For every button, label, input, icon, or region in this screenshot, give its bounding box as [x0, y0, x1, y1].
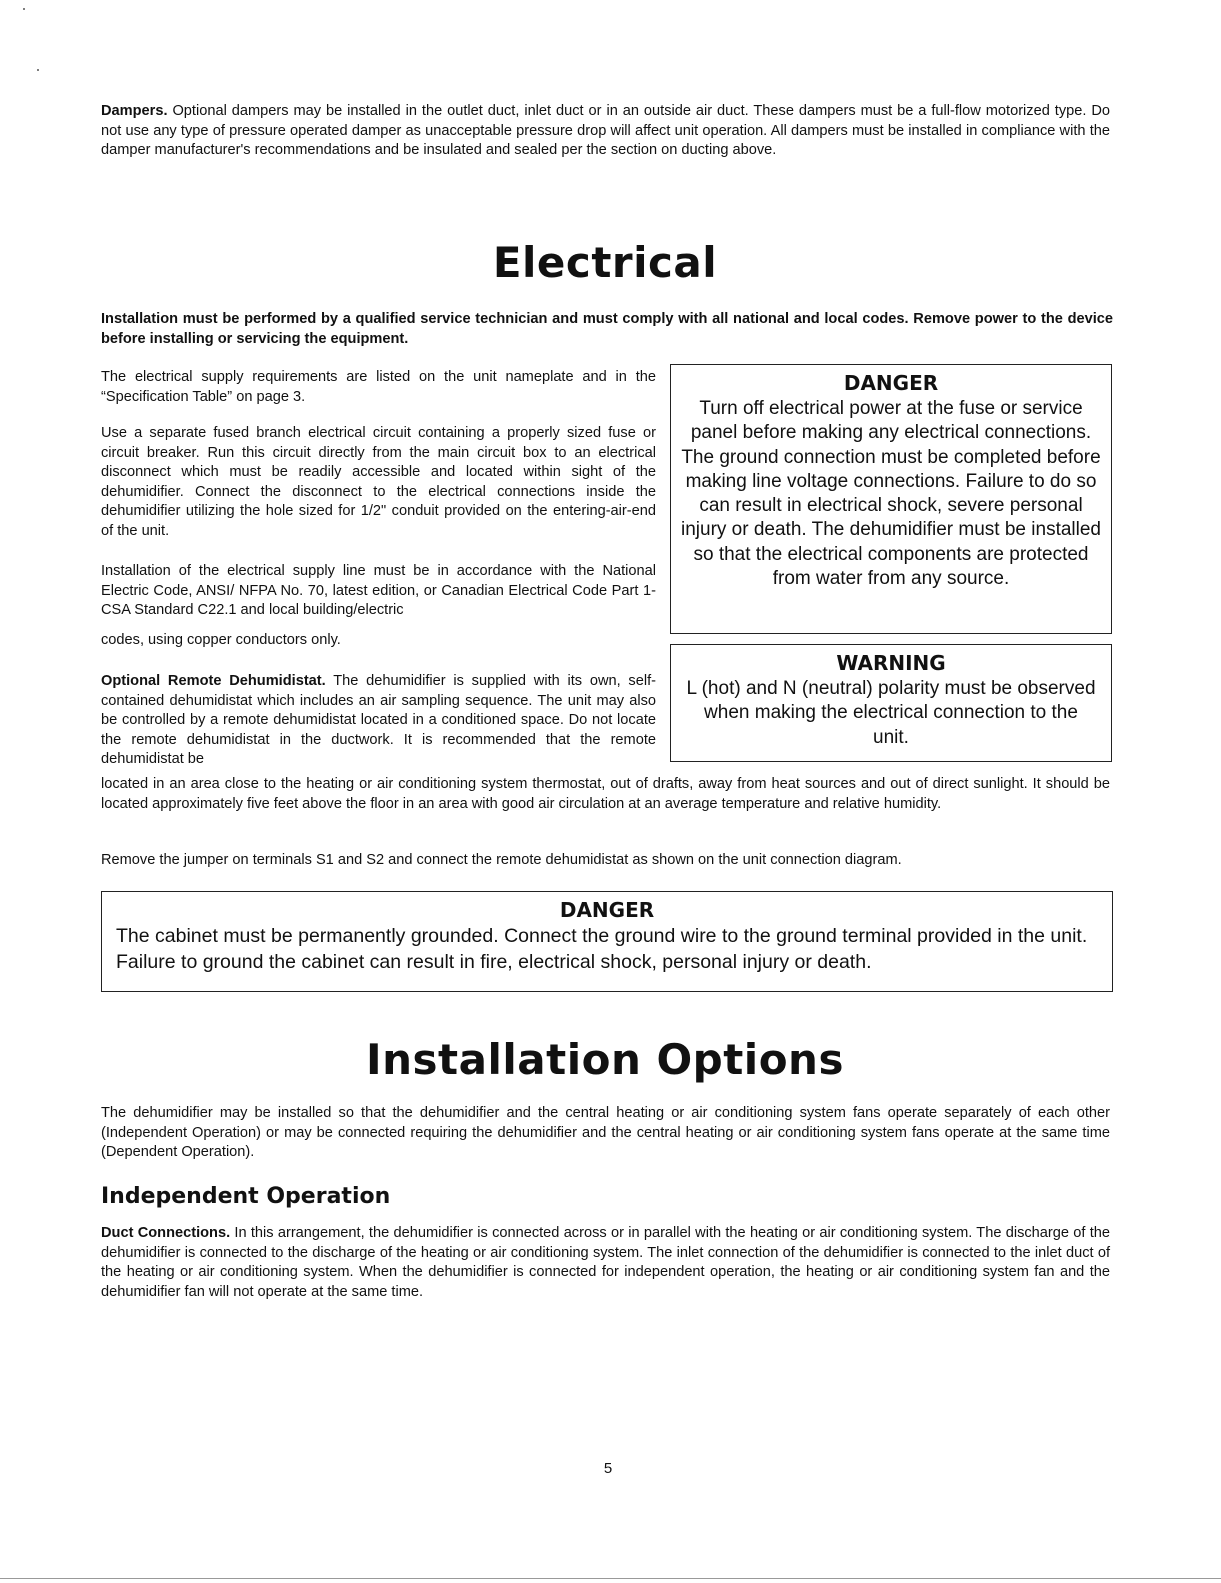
danger-box-body: Turn off electrical power at the fuse or service panel before making any electrical connections. The ground connection must be completed before making line voltage connections. Failure to do so can result in electrical shock, severe personal injury or death. The dehumidifier must be installed so that the electrical components are protected from water from any source.	[681, 398, 1101, 590]
electrical-code-paragraph-end: codes, using copper conductors only.	[101, 632, 341, 648]
warning-box-polarity	[670, 644, 1112, 762]
scan-bottom-edge	[0, 1578, 1221, 1579]
remote-dehumidistat-label: Optional Remote Dehumidistat.	[101, 673, 326, 689]
remote-dehumidistat-text: The dehumidifier is supplied with its own, self-contained dehumidistat which includes an air sampling sequence. The unit may also be controlled by a remote dehumidistat located in a conditioned space. Do not locate the remote dehumidistat in the ductwork. It is recommended that the remote dehumidistat be	[101, 673, 656, 767]
duct-connections-label: Duct Connections.	[101, 1225, 231, 1241]
electrical-code-paragraph: Installation of the electrical supply line must be in accordance with the National Electric Code, ANSI/ NFPA No. 70, latest edition, or Canadian Electrical Code Part 1-CSA Standard C22.1 and local building/electric	[101, 563, 656, 618]
jumper-paragraph: Remove the jumper on terminals S1 and S2 and connect the remote dehumidistat as shown on the unit connection diagram.	[101, 852, 902, 868]
scan-speck	[37, 69, 39, 71]
scan-speck	[23, 8, 25, 10]
independent-operation-heading: Independent Operation	[101, 1184, 391, 1209]
installation-intro-paragraph: The dehumidifier may be installed so that the dehumidifier and the central heating or air conditioning system fans operate separately of each other (Independent Operation) or may be connected requiring the dehumidifier and the central heating or air conditioning system fans operate at the same time (Dependent Operation).	[101, 1105, 1110, 1160]
remote-dehumidistat-continued: located in an area close to the heating or air conditioning system thermostat, out of drafts, away from heat sources and out of direct sunlight. It should be located approximately five feet above the floor in an area with good air circulation at an average temperature and relative humidity.	[101, 776, 1110, 812]
electrical-lead: Installation must be performed by a qualified service technician and must comply with all national and local codes. Remove power to the device before installing or servicing the equipment.	[101, 311, 1113, 347]
ground-box-body: The cabinet must be permanently grounded. Connect the ground wire to the ground terminal provided in the unit. Failure to ground the cabinet can result in fire, electrical shock, personal injury or death.	[116, 925, 1088, 973]
dampers-paragraph	[101, 102, 1110, 161]
electrical-heading: Electrical	[492, 238, 718, 287]
duct-connections-text: In this arrangement, the dehumidifier is connected across or in parallel with the heating or air conditioning system. The discharge of the dehumidifier is connected to the discharge of the heating or air conditioning system. The inlet connection of the dehumidifier is connected to the inlet duct of the heating or air conditioning system. When the dehumidifier is connected for independent operation, the heating or air conditioning system fan and the dehumidifier fan will not operate at the same time.	[101, 1225, 1110, 1300]
danger-box-title: DANGER	[843, 371, 939, 395]
danger-box-power	[670, 364, 1112, 634]
dampers-label: Dampers.	[101, 103, 168, 119]
dampers-text: Optional dampers may be installed in the outlet duct, inlet duct or in an outside air duct. These dampers must be a full-flow motorized type. Do not use any type of pressure operated damper as unacceptable pressure drop will affect unit operation. All dampers must be installed in compliance with the damper manufacturer's recommendations and be insulated and sealed per the section on ducting above.	[101, 103, 1110, 158]
warning-box-body: L (hot) and N (neutral) polarity must be observed when making the electrical connection to the unit.	[686, 678, 1096, 748]
ground-box-title: DANGER	[559, 898, 655, 922]
remote-dehumidistat-paragraph	[101, 672, 656, 770]
installation-options-heading: Installation Options	[366, 1035, 844, 1084]
duct-connections-paragraph	[101, 1224, 1110, 1302]
supply-requirements-paragraph: The electrical supply requirements are listed on the unit nameplate and in the “Specification Table” on page 3.	[101, 369, 656, 405]
page-number: 5	[603, 1460, 613, 1477]
warning-box-title: WARNING	[836, 651, 946, 675]
branch-circuit-paragraph: Use a separate fused branch electrical circuit containing a properly sized fuse or circuit breaker. Run this circuit directly from the main circuit box to an electrical disconnect which must be readily accessible and located within sight of the dehumidifier. Connect the disconnect to the electrical connections inside the dehumidifier utilizing the hole sized for 1/2" conduit provided on the entering-air-end of the unit.	[101, 425, 656, 539]
danger-box-ground	[101, 891, 1113, 992]
